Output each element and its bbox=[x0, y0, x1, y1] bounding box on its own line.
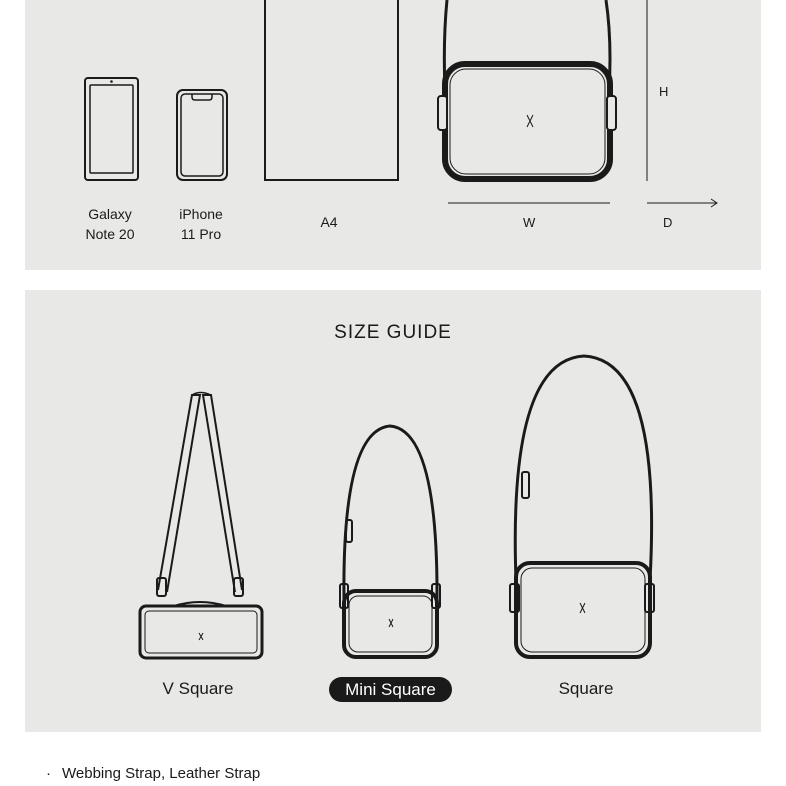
mini-square-bag-icon bbox=[340, 426, 440, 657]
depth-label: D bbox=[663, 215, 673, 230]
height-label: H bbox=[659, 84, 669, 99]
square-bag-icon bbox=[510, 356, 654, 657]
bag-name-mini-square[interactable]: Mini Square bbox=[329, 677, 452, 702]
a4-label: A4 bbox=[320, 214, 338, 230]
bullet-icon: · bbox=[46, 765, 51, 782]
bag-name-v-square[interactable]: V Square bbox=[162, 679, 234, 698]
v-square-bag-icon bbox=[140, 393, 262, 659]
bag-name-square[interactable]: Square bbox=[558, 679, 614, 698]
galaxy-note-label: Galaxy Note 20 bbox=[85, 206, 135, 242]
width-label: W bbox=[523, 215, 536, 230]
strap-note bbox=[46, 765, 260, 782]
strap-note-text: Webbing Strap, Leather Strap bbox=[62, 765, 261, 782]
size-guide-title: SIZE GUIDE bbox=[334, 322, 452, 343]
iphone-label: iPhone 11 Pro bbox=[179, 206, 223, 242]
